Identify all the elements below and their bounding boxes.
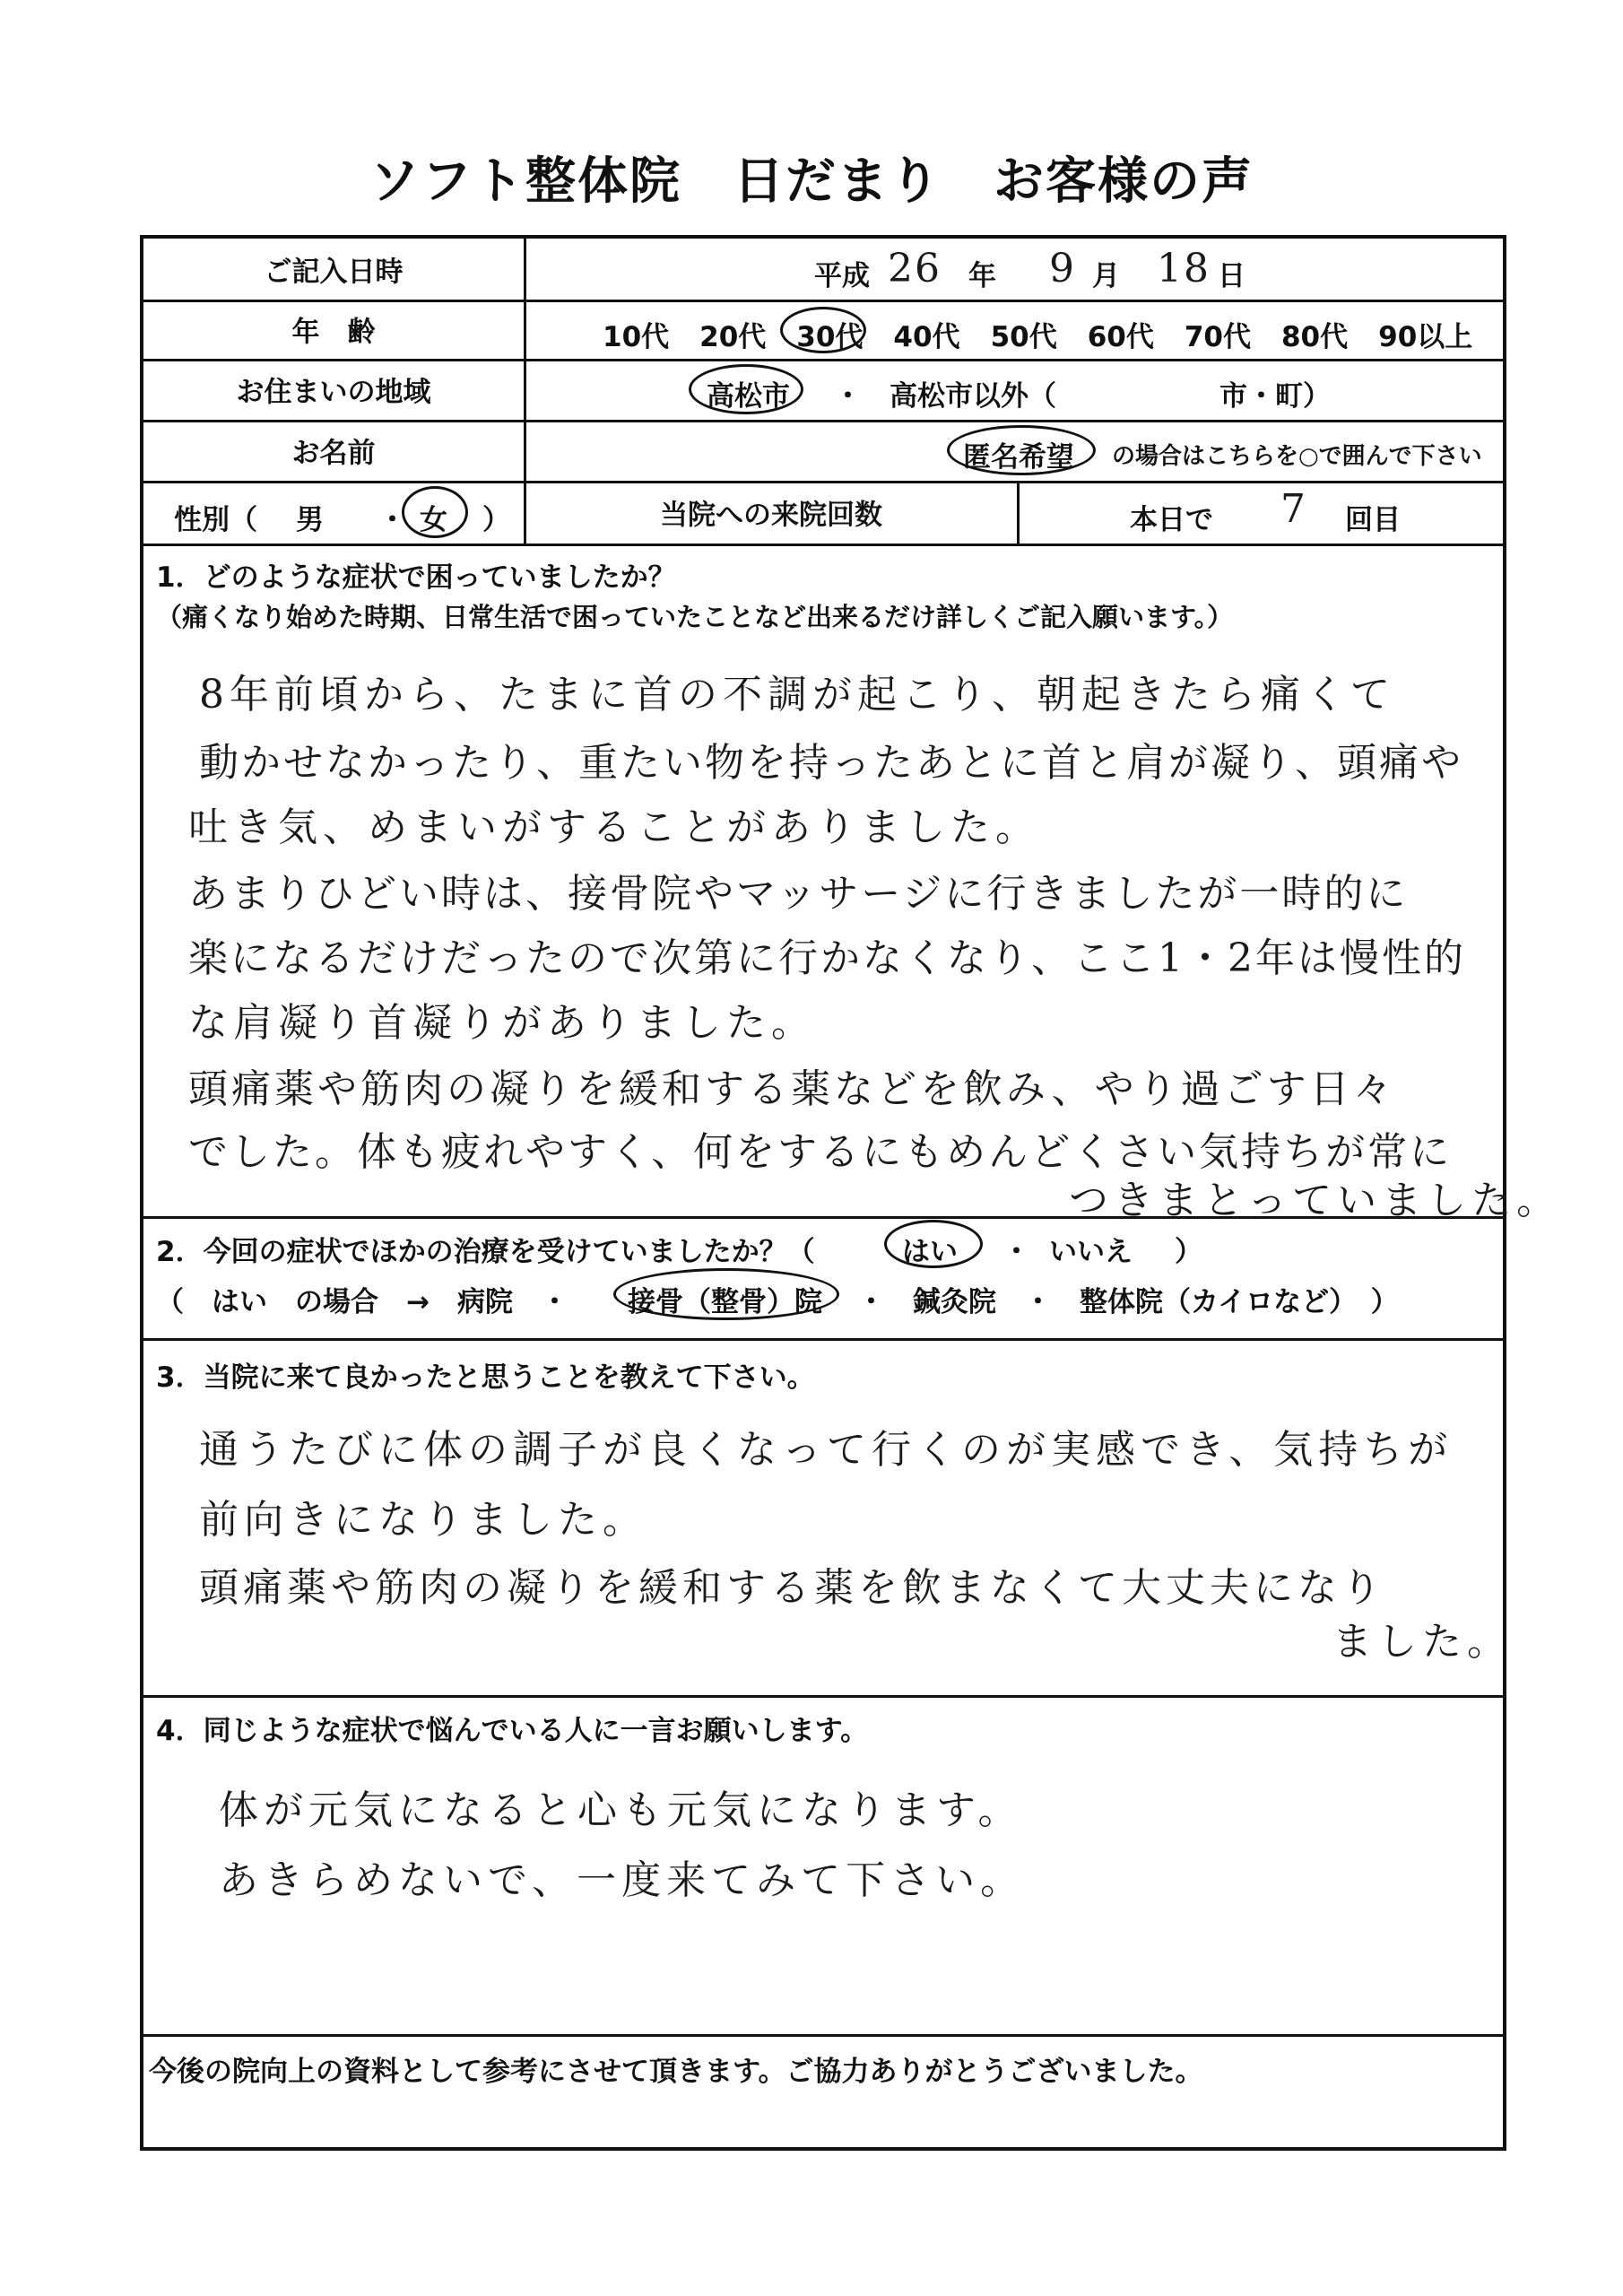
age-option[interactable]: 90以上 (1378, 321, 1473, 353)
q2-question: 2．今回の症状でほかの治療を受けていましたか？（ (156, 1236, 815, 1268)
area-separator: ・ (834, 380, 862, 413)
q2-option-yes[interactable]: はい (902, 1236, 958, 1268)
q2-close: ） (1175, 1236, 1202, 1268)
age-option[interactable]: 40代 (893, 321, 960, 353)
age-option-selected[interactable]: 30代 (796, 321, 864, 353)
date-era: 平成 (814, 260, 870, 292)
visits-unit: 回目 (1345, 504, 1401, 536)
q2-option-no[interactable]: いいえ (1049, 1236, 1133, 1268)
gender-label-open: 性別（ (174, 504, 257, 536)
age-option[interactable]: 70代 (1184, 321, 1251, 353)
age-option[interactable]: 50代 (990, 321, 1057, 353)
anonymous-option[interactable]: 匿名希望 (963, 441, 1074, 474)
row-divider (143, 420, 1503, 422)
age-option[interactable]: 10代 (603, 321, 670, 353)
area-city-town: 市・町） (1219, 380, 1331, 413)
survey-form (140, 235, 1562, 2151)
q3-answer-line[interactable]: 前向きになりました。 (199, 1497, 647, 1543)
q1-answer-line[interactable]: 吐き気、めまいがすることがありました。 (188, 804, 1040, 850)
q3-answer-line[interactable]: ました。 (1332, 1619, 1512, 1665)
q1-answer-line[interactable]: 動かせなかったり、重たい物を持ったあとに首と肩が凝り、頭痛や (199, 740, 1463, 786)
q4-question: 4．同じような症状で悩んでいる人に一言お願いします。 (156, 1715, 869, 1747)
date-month-unit: 月 (1092, 260, 1120, 292)
age-label: 年 齢 (291, 316, 376, 349)
q1-answer-line[interactable]: 楽になるだけだったので次第に行かなくなり、ここ1・2年は慢性的 (188, 935, 1466, 981)
q1-question: 1．どのような症状で困っていましたか？ (156, 561, 676, 594)
q3-answer-line[interactable]: 通うたびに体の調子が良くなって行くのが実感でき、気持ちが (199, 1427, 1454, 1473)
column-divider (524, 239, 526, 544)
q2-sub-prefix: （ はい の場合 → 病院 ・ (156, 1286, 568, 1318)
age-option[interactable]: 60代 (1087, 321, 1154, 353)
area-label: お住まいの地域 (236, 376, 431, 409)
q3-question: 3．当院に来て良かったと思うことを教えて下さい。 (156, 1361, 815, 1394)
q2-sub-rest: ・ 鍼灸院 ・ 整体院（カイロなど） ） (857, 1286, 1399, 1318)
date-label: ご記入日時 (264, 256, 404, 289)
gender-option-male[interactable]: 男 (296, 504, 324, 536)
row-divider (143, 359, 1503, 361)
date-year-unit: 年 (968, 260, 996, 292)
q2-sub-bonesetter[interactable]: 接骨（整骨）院 (628, 1286, 822, 1318)
q1-answer-line[interactable]: つきまとっていました。 (1069, 1178, 1562, 1223)
section-divider (143, 1695, 1503, 1698)
q3-answer-line[interactable]: 頭痛薬や筋肉の凝りを緩和する薬を飲まなくて大丈夫になり (199, 1565, 1385, 1611)
q1-answer-line[interactable]: な肩凝り首凝りがありました。 (188, 1000, 816, 1046)
anonymous-note: の場合はこちらを○で囲んで下さい (1112, 443, 1482, 470)
gender-separator: ・ (378, 504, 406, 536)
age-option[interactable]: 80代 (1280, 321, 1349, 353)
section-divider (143, 1338, 1503, 1341)
q4-answer-line[interactable]: 体が元気になると心も元気になります。 (219, 1787, 1023, 1833)
row-divider (143, 300, 1503, 302)
date-year-value[interactable]: 26 (888, 246, 942, 291)
date-day-value[interactable]: 18 (1157, 246, 1211, 291)
visits-prefix: 本日で (1130, 504, 1213, 536)
q1-answer-line[interactable]: 頭痛薬や筋肉の凝りを緩和する薬などを飲み、やり過ごす日々 (188, 1066, 1396, 1112)
date-month-value[interactable]: 9 (1049, 246, 1080, 291)
name-label: お名前 (291, 437, 376, 470)
q2-dot: ・ (1002, 1236, 1030, 1268)
section-divider (143, 2034, 1503, 2037)
q1-note: （痛くなり始めた時期、日常生活で困っていたことなど出来るだけ詳しくご記入願います。） (156, 602, 1234, 632)
age-option[interactable]: 20代 (699, 321, 767, 353)
row-divider (143, 544, 1503, 546)
gender-option-female[interactable]: 女 (420, 504, 447, 536)
page-title: ソフト整体院 日だまり お客様の声 (369, 152, 1254, 211)
q1-answer-line[interactable]: 8年前頃から、たまに首の不調が起こり、朝起きたら痛くて (199, 672, 1395, 718)
q4-answer-line[interactable]: あきらめないで、一度来てみて下さい。 (219, 1857, 1026, 1903)
column-divider (1017, 481, 1020, 544)
row-divider (143, 481, 1503, 483)
gender-label-close: ） (482, 504, 510, 536)
footer-note: 今後の院向上の資料として参考にさせて頂きます。ご協力ありがとうございました。 (149, 2056, 1203, 2088)
visits-label: 当院への来院回数 (660, 499, 882, 532)
q1-answer-line[interactable]: でした。体も疲れやすく、何をするにもめんどくさい気持ちが常に (188, 1129, 1453, 1175)
area-option-takamatsu[interactable]: 高松市 (707, 380, 790, 413)
area-option-other[interactable]: 高松市以外（ (890, 380, 1056, 413)
age-options (603, 314, 1503, 354)
date-day-unit: 日 (1218, 260, 1245, 292)
visits-value[interactable]: 7 (1280, 486, 1311, 532)
q1-answer-line[interactable]: あまりひどい時は、接骨院やマッサージに行きましたが一時的に (188, 871, 1409, 917)
